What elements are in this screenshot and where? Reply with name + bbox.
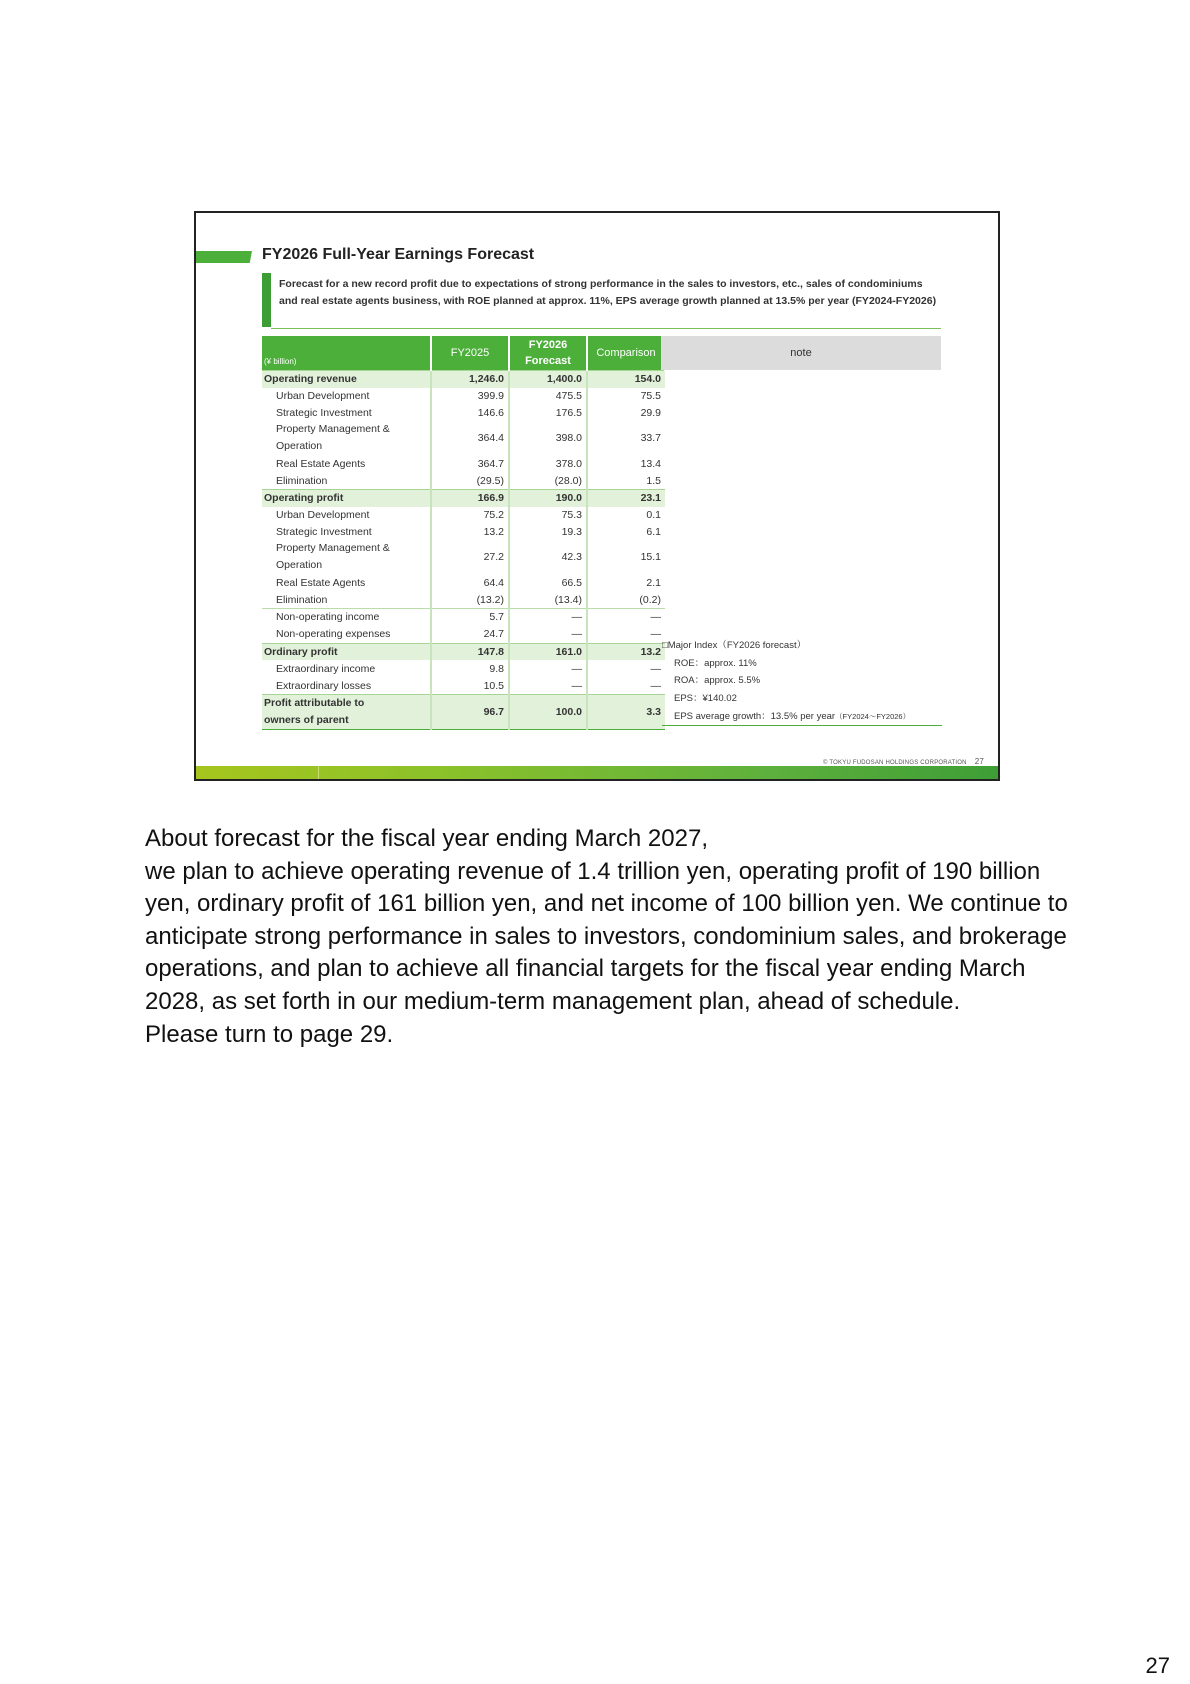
cell-fy2025: 10.5 bbox=[431, 677, 509, 694]
table-row bbox=[262, 405, 665, 422]
table-row bbox=[262, 388, 665, 405]
table-row bbox=[262, 455, 665, 472]
row-label-line2: Operation bbox=[276, 440, 323, 453]
cell-comparison: 3.3 bbox=[587, 694, 665, 729]
subtitle-divider bbox=[271, 328, 941, 329]
row-label: Non-operating expenses bbox=[276, 628, 391, 641]
row-label bbox=[262, 694, 431, 729]
cell-fy2026: 66.5 bbox=[509, 574, 587, 591]
cell-fy2025: 96.7 bbox=[431, 694, 509, 729]
major-index-divider bbox=[662, 725, 942, 726]
slide-title: FY2026 Full-Year Earnings Forecast bbox=[262, 246, 535, 263]
row-label bbox=[262, 421, 431, 455]
unit-label: (¥ billion) bbox=[262, 336, 431, 371]
col-header-fy2026 bbox=[509, 336, 587, 371]
cell-fy2025: 24.7 bbox=[431, 626, 509, 643]
cell-fy2025: 9.8 bbox=[431, 660, 509, 677]
cell-fy2026: 475.5 bbox=[509, 388, 587, 405]
cell-comparison: 0.1 bbox=[587, 507, 665, 524]
table-row bbox=[262, 540, 665, 574]
cell-comparison: 29.9 bbox=[587, 405, 665, 422]
row-label: Elimination bbox=[276, 474, 328, 487]
row-label-line2: Operation bbox=[276, 559, 323, 572]
row-label: Strategic Investment bbox=[276, 525, 372, 538]
cell-fy2025: 1,246.0 bbox=[431, 371, 509, 388]
table-row bbox=[262, 660, 665, 677]
cell-comparison: 23.1 bbox=[587, 489, 665, 506]
col-header-comparison: Comparison bbox=[587, 336, 665, 371]
cell-fy2025: 146.6 bbox=[431, 405, 509, 422]
speaker-notes bbox=[145, 823, 1075, 1051]
cell-fy2026: (28.0) bbox=[509, 472, 587, 489]
cell-comparison: 154.0 bbox=[587, 371, 665, 388]
roe-value: ROE：approx. 11% bbox=[674, 657, 757, 669]
cell-fy2026: — bbox=[509, 660, 587, 677]
cell-fy2026: — bbox=[509, 677, 587, 694]
cell-comparison: (0.2) bbox=[587, 591, 665, 608]
col-header-fy2026-line1: FY2026 bbox=[528, 339, 568, 351]
cell-fy2026: 19.3 bbox=[509, 524, 587, 541]
cell-comparison: 2.1 bbox=[587, 574, 665, 591]
table-row bbox=[262, 608, 665, 625]
table-row bbox=[262, 524, 665, 541]
bottom-gradient-bar bbox=[196, 766, 998, 779]
earnings-table bbox=[262, 336, 666, 730]
row-label-line1: Profit attributable to bbox=[264, 696, 365, 709]
table-row bbox=[262, 643, 665, 660]
copyright-text: © TOKYU FUDOSAN HOLDINGS CORPORATION bbox=[823, 760, 967, 766]
table-row bbox=[262, 591, 665, 608]
eps-growth-period: （FY2024～FY2026） bbox=[835, 711, 911, 721]
cell-comparison: — bbox=[587, 677, 665, 694]
roa-value: ROA：approx. 5.5% bbox=[674, 675, 761, 687]
note-header: note bbox=[661, 336, 941, 370]
cell-fy2026: 1,400.0 bbox=[509, 371, 587, 388]
row-label bbox=[262, 540, 431, 574]
cell-fy2025: 75.2 bbox=[431, 507, 509, 524]
row-label: Operating revenue bbox=[262, 371, 431, 388]
cell-comparison: — bbox=[587, 608, 665, 625]
cell-comparison: 6.1 bbox=[587, 524, 665, 541]
cell-fy2026: 75.3 bbox=[509, 507, 587, 524]
row-label: Strategic Investment bbox=[276, 406, 372, 419]
row-label: Operating profit bbox=[262, 489, 431, 506]
notes-paragraph: Please turn to page 29. bbox=[145, 1020, 394, 1048]
eps-growth-value: EPS average growth：13.5% per year bbox=[674, 710, 836, 722]
slide-page-number: 27 bbox=[974, 757, 984, 766]
cell-fy2025: 166.9 bbox=[431, 489, 509, 506]
cell-comparison: 75.5 bbox=[587, 388, 665, 405]
table-row bbox=[262, 489, 665, 506]
row-label: Elimination bbox=[276, 593, 328, 606]
cell-fy2026: — bbox=[509, 608, 587, 625]
cell-fy2025: 364.7 bbox=[431, 455, 509, 472]
table-row bbox=[262, 507, 665, 524]
table-row bbox=[262, 472, 665, 489]
cell-fy2025: 399.9 bbox=[431, 388, 509, 405]
cell-fy2026: (13.4) bbox=[509, 591, 587, 608]
cell-fy2025: 64.4 bbox=[431, 574, 509, 591]
table-row bbox=[262, 677, 665, 694]
table-row bbox=[262, 421, 665, 455]
cell-comparison: 33.7 bbox=[587, 421, 665, 455]
eps-value: EPS：¥140.02 bbox=[674, 693, 737, 705]
cell-fy2025: 27.2 bbox=[431, 540, 509, 574]
cell-fy2026: 100.0 bbox=[509, 694, 587, 729]
cell-comparison: — bbox=[587, 660, 665, 677]
cell-fy2026: 190.0 bbox=[509, 489, 587, 506]
row-label: Real Estate Agents bbox=[276, 576, 366, 589]
cell-fy2025: 364.4 bbox=[431, 421, 509, 455]
row-label: Extraordinary income bbox=[276, 662, 376, 675]
cell-fy2026: 42.3 bbox=[509, 540, 587, 574]
major-index bbox=[662, 637, 942, 726]
row-label: Non-operating income bbox=[262, 608, 431, 625]
cell-comparison: 1.5 bbox=[587, 472, 665, 489]
row-label-line1: Property Management & bbox=[276, 542, 390, 555]
table-header-row bbox=[262, 336, 665, 371]
cell-fy2025: (13.2) bbox=[431, 591, 509, 608]
slide-subtitle: Forecast for a new record profit due to expectations of strong performance in the sales to investors, etc., sales of condominiums and real estate agents business, with ROE planned at approx. 11%, EPS average growth planned at 13.5% per year (FY2024-FY2026) bbox=[262, 273, 938, 327]
cell-comparison: — bbox=[587, 626, 665, 643]
notes-paragraph: we plan to achieve operating revenue of 1.4 trillion yen, operating profit of 190 billion yen, ordinary profit of 161 billion yen, and net income of 100 billion yen. We continue to anticipate strong performance in sales to investors, condominium sales, and brokerage operations, and plan to achieve all financial targets for the fiscal year ending March 2028, as set forth in our medium-term management plan, ahead of schedule. bbox=[145, 857, 1068, 1015]
cell-fy2025: 13.2 bbox=[431, 524, 509, 541]
table-row bbox=[262, 574, 665, 591]
copyright bbox=[823, 757, 984, 766]
slide bbox=[194, 211, 1000, 781]
page-number: 27 bbox=[1145, 1653, 1170, 1678]
col-header-fy2026-line2: Forecast bbox=[525, 355, 571, 367]
table-row bbox=[262, 694, 665, 729]
row-label: Extraordinary losses bbox=[276, 679, 372, 692]
row-label-line2: owners of parent bbox=[264, 713, 349, 726]
cell-fy2026: 161.0 bbox=[509, 643, 587, 660]
cell-comparison: 13.2 bbox=[587, 643, 665, 660]
cell-fy2025: 5.7 bbox=[431, 608, 509, 625]
row-label: Urban Development bbox=[276, 509, 370, 522]
row-label: Real Estate Agents bbox=[276, 457, 366, 470]
bottom-bar-tick bbox=[318, 766, 319, 779]
cell-fy2025: 147.8 bbox=[431, 643, 509, 660]
table-row bbox=[262, 626, 665, 643]
title-accent-bar bbox=[196, 251, 252, 263]
cell-fy2026: 398.0 bbox=[509, 421, 587, 455]
row-label: Urban Development bbox=[276, 390, 370, 403]
table-row bbox=[262, 371, 665, 388]
cell-fy2026: — bbox=[509, 626, 587, 643]
cell-fy2026: 378.0 bbox=[509, 455, 587, 472]
col-header-fy2025: FY2025 bbox=[431, 336, 509, 371]
eps-growth bbox=[662, 708, 942, 726]
cell-fy2025: (29.5) bbox=[431, 472, 509, 489]
cell-fy2026: 176.5 bbox=[509, 405, 587, 422]
cell-comparison: 15.1 bbox=[587, 540, 665, 574]
row-label-line1: Property Management & bbox=[276, 423, 390, 436]
major-index-title: □Major Index（FY2026 forecast） bbox=[662, 640, 807, 651]
row-label: Ordinary profit bbox=[262, 643, 431, 660]
notes-paragraph: About forecast for the fiscal year ending March 2027, bbox=[145, 825, 708, 852]
cell-comparison: 13.4 bbox=[587, 455, 665, 472]
